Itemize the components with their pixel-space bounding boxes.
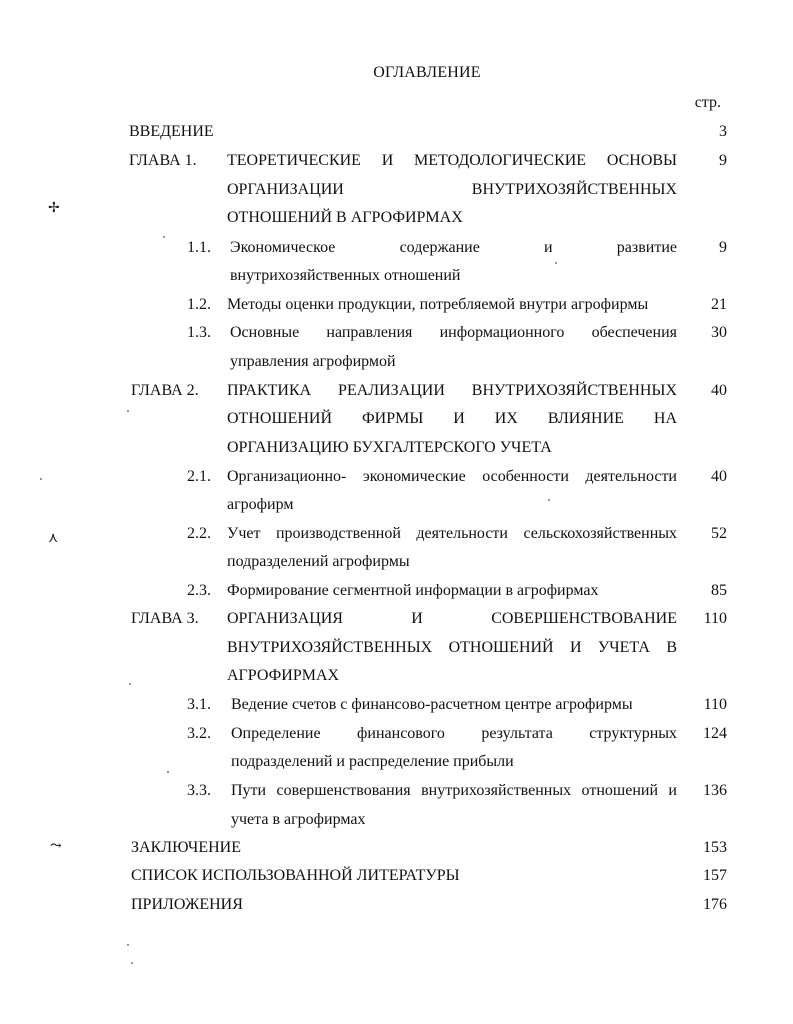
section-1-3-title-line-2: управления агрофирмой [230,353,396,370]
section-2-2-number: 2.2. [187,525,211,542]
toc-page-references: 157 [703,867,727,884]
toc-page-conclusion: 153 [703,839,727,856]
scan-speck [548,499,550,501]
scan-speck [127,410,129,412]
section-1-3-title-line-1: Основные направления информационного обеспечения [230,324,677,341]
section-2-1-title-line-1: Организационно- экономические особенности деятельности [227,468,677,485]
chapter-3-title-line-3: АГРОФИРМАХ [227,667,340,684]
section-3-1-number: 3.1. [187,696,211,713]
margin-mark-icon: ⋏ [48,531,59,546]
section-3-3-page: 136 [703,782,727,799]
section-2-2-title-line-2: подразделений агрофирмы [227,553,410,570]
section-1-1-number: 1.1. [187,239,211,256]
chapter-2-title-line-3: ОРГАНИЗАЦИЮ БУХГАЛТЕРСКОГО УЧЕТА [227,439,552,456]
section-2-3-title-line-1: Формирование сегментной информации в агрофирмах [227,582,599,599]
chapter-1-title-line-1: ТЕОРЕТИЧЕСКИЕ И МЕТОДОЛОГИЧЕСКИЕ ОСНОВЫ [227,152,677,169]
chapter-1-title-line-2: ОРГАНИЗАЦИИ ВНУТРИХОЗЯЙСТВЕННЫХ [227,181,677,198]
scan-speck [129,683,131,685]
section-3-2-page: 124 [703,725,727,742]
section-3-2-title-line-2: подразделений и распределение прибыли [231,753,514,770]
scan-speck [555,262,557,264]
section-3-2-number: 3.2. [187,725,211,742]
section-1-1-title-line-1: Экономическое содержание и развитие [230,239,677,256]
toc-entry-appendix: ПРИЛОЖЕНИЯ [131,896,243,913]
scan-speck [167,771,169,773]
margin-mark-icon: ⤳ [50,839,62,854]
section-1-1-page: 9 [719,239,727,256]
chapter-2-title-line-1: ПРАКТИКА РЕАЛИЗАЦИИ ВНУТРИХОЗЯЙСТВЕННЫХ [227,382,677,399]
section-1-2-title-line-1: Методы оценки продукции, потребляемой внутри агрофирмы [227,296,649,313]
scan-speck [40,478,42,480]
chapter-3-title-line-2: ВНУТРИХОЗЯЙСТВЕННЫХ ОТНОШЕНИЙ И УЧЕТА В [227,639,677,656]
section-3-3-title-line-2: учета в агрофирмах [231,811,366,828]
section-2-2-page: 52 [711,525,727,542]
section-3-3-title-line-1: Пути совершенствования внутрихозяйственных отношений и [231,782,677,799]
chapter-1-title-line-3: ОТНОШЕНИЙ В АГРОФИРМАХ [227,209,463,226]
section-3-3-number: 3.3. [187,782,211,799]
chapter-3-label: ГЛАВА 3. [131,610,199,627]
section-1-1-title-line-2: внутрихозяйственных отношений [230,267,461,284]
section-3-1-page: 110 [703,696,727,713]
section-2-3-page: 85 [711,582,727,599]
section-1-2-page: 21 [711,296,727,313]
chapter-2-title-line-2: ОТНОШЕНИЙ ФИРМЫ И ИХ ВЛИЯНИЕ НА [227,410,677,427]
section-1-3-number: 1.3. [187,324,211,341]
toc-page-intro: 3 [719,123,727,140]
section-2-1-number: 2.1. [187,468,211,485]
pages-column-label: стр. [694,94,721,111]
scan-speck [127,944,129,946]
chapter-3-page: 110 [703,610,727,627]
page-title: ОГЛАВЛЕНИЕ [373,64,481,81]
chapter-1-label: ГЛАВА 1. [129,152,197,169]
section-2-1-title-line-2: агрофирм [227,496,294,513]
section-1-2-number: 1.2. [187,296,211,313]
margin-mark-icon: ✢ [48,201,60,216]
chapter-1-page: 9 [719,152,727,169]
scan-speck [131,962,133,964]
toc-entry-intro: ВВЕДЕНИЕ [129,123,214,140]
section-2-1-page: 40 [711,468,727,485]
toc-page-appendix: 176 [703,896,727,913]
section-3-1-title-line-1: Ведение счетов с финансово-расчетном центре агрофирмы [231,696,633,713]
section-1-3-page: 30 [711,324,727,341]
chapter-2-page: 40 [711,382,727,399]
chapter-2-label: ГЛАВА 2. [131,382,199,399]
scan-speck [163,236,165,238]
chapter-3-title-line-1: ОРГАНИЗАЦИЯ И СОВЕРШЕНСТВОВАНИЕ [227,610,677,627]
section-2-3-number: 2.3. [187,582,211,599]
section-3-2-title-line-1: Определение финансового результата структурных [231,725,677,742]
toc-entry-conclusion: ЗАКЛЮЧЕНИЕ [131,839,241,856]
section-2-2-title-line-1: Учет производственной деятельности сельскохозяйственных [227,525,677,542]
toc-entry-references: СПИСОК ИСПОЛЬЗОВАННОЙ ЛИТЕРАТУРЫ [131,867,460,884]
